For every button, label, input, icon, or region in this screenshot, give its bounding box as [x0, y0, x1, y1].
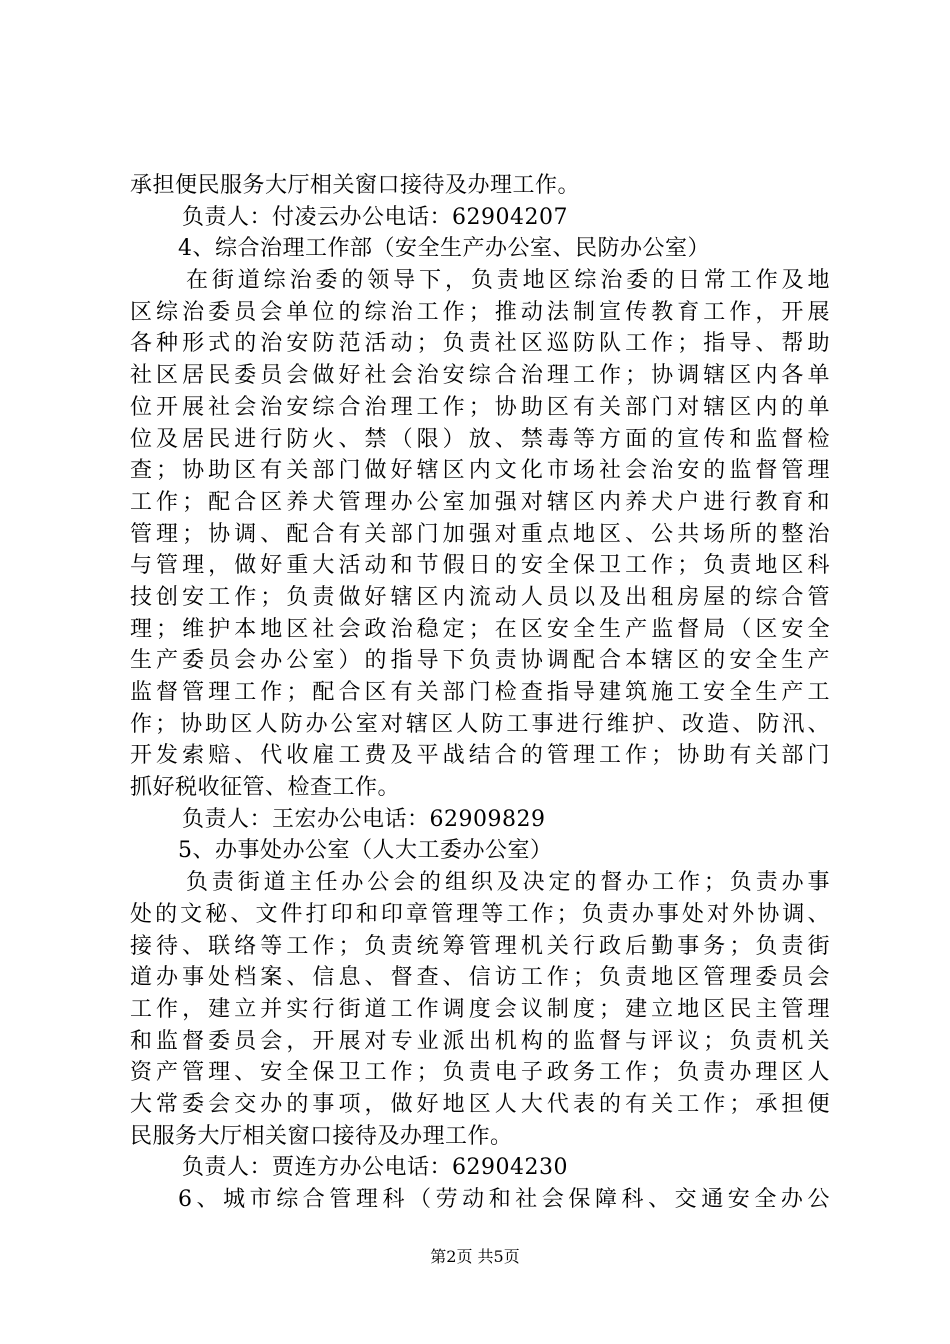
- paragraph-line: 与管理，做好重大活动和节假日的安全保卫工作；负责地区科: [130, 553, 830, 579]
- page-footer: 第2页 共5页: [430, 1247, 520, 1266]
- section-heading: 6、城市综合管理科（劳动和社会保障科、交通安全办公: [178, 1187, 830, 1212]
- paragraph-last-line: 承担便民服务大厅相关窗口接待及办理工作。: [130, 173, 581, 198]
- paragraph-last-line: 民服务大厅相关窗口接待及办理工作。: [130, 1123, 513, 1149]
- paragraph-line: 和监督委员会，开展对专业派出机构的监督与评议；负责机关: [130, 1028, 830, 1054]
- contact-line: 负责人：贾连方办公电话：62904230: [182, 1155, 568, 1181]
- paragraph-last-line: 抓好税收征管、检查工作。: [130, 775, 401, 801]
- paragraph-line: 工作；配合区养犬管理办公室加强对辖区内养犬户进行教育和: [130, 489, 830, 515]
- paragraph-line: 各种形式的治安防范活动；负责社区巡防队工作；指导、帮助: [130, 331, 830, 357]
- paragraph-line: 位开展社会治安综合治理工作；协助区有关部门对辖区内的单: [130, 394, 830, 420]
- paragraph-line: 道办事处档案、信息、督查、信访工作；负责地区管理委员会: [130, 965, 830, 991]
- contact-line: 负责人：王宏办公电话：62909829: [182, 806, 546, 832]
- paragraph-line: 大常委会交办的事项，做好地区人大代表的有关工作；承担便: [130, 1091, 830, 1117]
- document-body: [130, 170, 830, 1216]
- paragraph-line: 作；协助区人防办公室对辖区人防工事进行维护、改造、防汛、: [130, 711, 830, 737]
- paragraph-line: 工作，建立并实行街道工作调度会议制度；建立地区民主管理: [130, 996, 830, 1022]
- paragraph-line: 管理；协调、配合有关部门加强对重点地区、公共场所的整治: [130, 521, 830, 547]
- paragraph-first-line: 在街道综治委的领导下，负责地区综治委的日常工作及地: [186, 268, 830, 294]
- section-heading: 5、办事处办公室（人大工委办公室）: [178, 838, 553, 864]
- paragraph-line: 生产委员会办公室）的指导下负责协调配合本辖区的安全生产: [130, 648, 830, 674]
- paragraph-line: 监督管理工作；配合区有关部门检查指导建筑施工安全生产工: [130, 680, 830, 705]
- paragraph-line: 开发索赔、代收雇工费及平战结合的管理工作；协助有关部门: [130, 743, 830, 769]
- paragraph-line: 处的文秘、文件打印和印章管理等工作；负责办事处对外协调、: [130, 901, 830, 927]
- paragraph-line: 区综治委员会单位的综治工作；推动法制宣传教育工作，开展: [130, 299, 830, 325]
- paragraph-line: 资产管理、安全保卫工作；负责电子政务工作；负责办理区人: [130, 1060, 830, 1086]
- paragraph-line: 技创安工作；负责做好辖区内流动人员以及出租房屋的综合管: [130, 584, 830, 610]
- contact-line: 负责人：付凌云办公电话：62904207: [182, 204, 568, 230]
- paragraph-first-line: 负责街道主任办公会的组织及决定的督办工作；负责办事: [186, 870, 830, 896]
- paragraph-line: 社区居民委员会做好社会治安综合治理工作；协调辖区内各单: [130, 363, 830, 389]
- paragraph-line: 理；维护本地区社会政治稳定；在区安全生产监督局（区安全: [130, 616, 830, 642]
- paragraph-line: 接待、联络等工作；负责统筹管理机关行政后勤事务；负责街: [130, 933, 830, 959]
- section-heading: 4、综合治理工作部（安全生产办公室、民防办公室）: [178, 236, 710, 262]
- paragraph-line: 查；协助区有关部门做好辖区内文化市场社会治安的监督管理: [130, 458, 830, 484]
- paragraph-line: 位及居民进行防火、禁（限）放、禁毒等方面的宣传和监督检: [130, 426, 830, 452]
